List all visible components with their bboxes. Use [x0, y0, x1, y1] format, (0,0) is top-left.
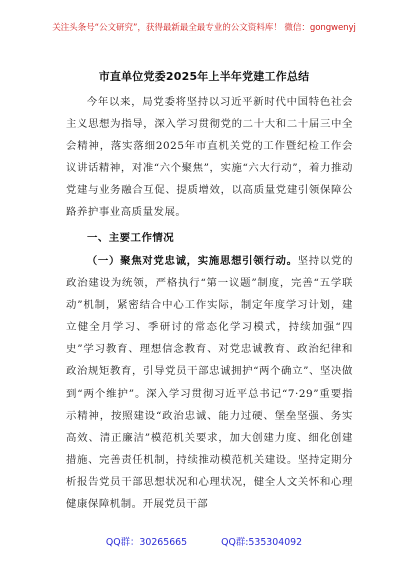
section-heading: 一、主要工作情况 [87, 232, 175, 244]
footer-contact [0, 534, 408, 548]
footer-qq-group-2: QQ群:535304092 [221, 537, 303, 548]
header-banner: 关注头条号“公文研究”，获得最新最全最专业的公文资料库！ 微信：gongwenyj [52, 23, 356, 33]
item-body-text: 坚持以党的政治建设为统领，严格执行“第一议题”制度，完善“五学联动”机制，紧密结合中心工作实际，制定年度学习计划，建立健全月学习、季研讨的常态化学习模式，持续加强“四史”学习教育、理想信念教育、对党忠诚教育、政治纪律和政治规矩教育，引导党员干部忠诚拥护“两个确立”、坚决做到“两个维护”。深入学习贯彻习近平总书记“7·29”重要指示精神，按照建设“政治忠诚、能力过硬、堡垒坚强、务实高效、清正廉洁”模范机关要求，加大创建力度、细化创建措施、完善责任机制，持续推动模范机关建设。坚持定期分析报告党员干部思想状况和心理状况，健全人文关怀和心理健康保障机制。开展党员干部 [66, 255, 354, 511]
document-title: 市直单位党委2025年上半年党建工作总结 [98, 70, 310, 83]
item-lead-sentence: （一）聚焦对党忠诚，实施思想引领行动。 [86, 255, 298, 267]
footer-qq-group-1: QQ群：30265665 [105, 537, 188, 548]
item-paragraph [66, 250, 353, 515]
intro-paragraph: 今年以来，局党委将坚持以习近平新时代中国特色社会主义思想为指导，深入学习贯彻党的二十大和二十届三中全会精神，落实落细2025年市直机关党的工作暨纪检工作会议讲话精神，对准“六个聚焦”，实施“六大行动”，着力推动党建与业务融合互促、提质增效，以高质量党建引领保障公路养护事业高质量发展。 [66, 96, 353, 219]
